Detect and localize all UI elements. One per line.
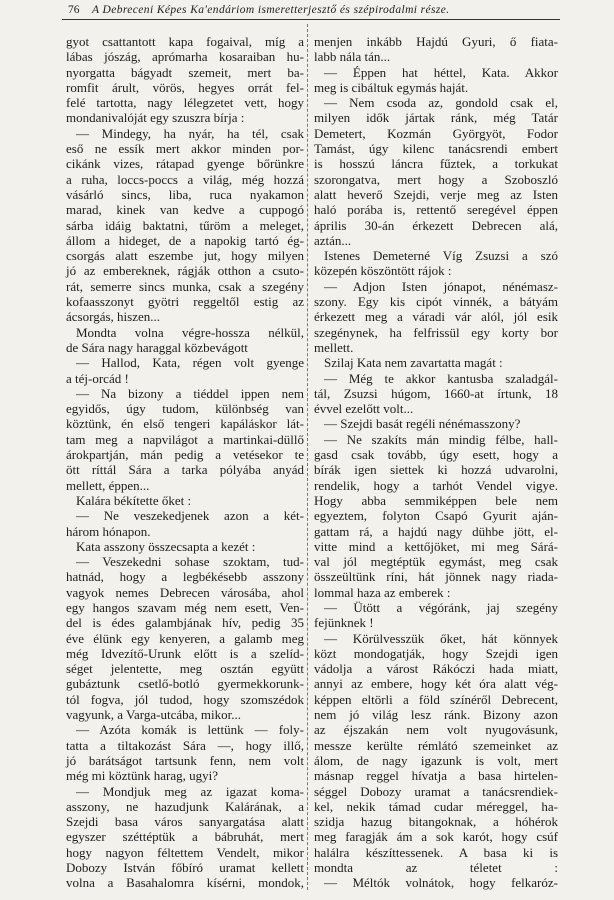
text-line: a téj-orcád !	[66, 370, 129, 386]
paragraph	[314, 248, 558, 279]
text-line: eső ne essík mert akkor minden por-	[66, 141, 304, 157]
text-line: — Mondjuk meg az igazat koma-	[76, 783, 304, 799]
text-line: szony. Egy kis cipót vinnék, a bátyám	[314, 294, 558, 310]
text-line: tól fogva, jól tudod, hogy szomszédok	[66, 691, 304, 707]
text-line: aztán...	[314, 232, 352, 248]
text-line: szegénynek, ha felfrissül egy korty bor	[314, 324, 558, 340]
page-number: 76	[68, 4, 80, 16]
text-line: felé tartotta, nagy lélegzetet vett, hogy	[66, 95, 304, 111]
paragraph	[66, 508, 304, 539]
text-line: még Idvezítő-Urunk előtt is a szelíd-	[66, 645, 304, 661]
paragraph	[314, 600, 558, 631]
text-line: Demetert, Kozmán Györgyöt, Fodor	[314, 125, 558, 141]
text-line: csorgás alatt eszembe jut, hogy milyen	[66, 248, 304, 264]
paragraph	[66, 386, 304, 493]
text-line: Istenes Demeterné Víg Zsuzsi a szó	[324, 248, 558, 264]
text-line: az éjszakán nem volt nyugovásunk,	[314, 722, 558, 738]
text-line: egyszer széttéptük a bábruhát, mert	[66, 829, 304, 845]
text-line: romfit árult, vörös, hegyes orrát fel-	[66, 79, 304, 95]
text-line: menjen inkább Hajdú Gyuri, ő fiata-	[314, 34, 558, 49]
text-line: messze kerülte rémlátó szemeinket az	[314, 737, 558, 753]
paragraph	[66, 325, 304, 356]
text-line: — Ne szakíts mán mindig félbe, hall-	[324, 431, 558, 447]
text-line: gubáztunk csetlő-botló gyermekkorunk-	[66, 676, 304, 692]
text-line: — Éppen hat héttel, Kata. Akkor	[324, 64, 558, 80]
text-line: val jól megtéptük egymást, meg csak	[314, 554, 558, 570]
text-line: jó barátságot tartsunk fenn, nem volt	[66, 752, 304, 768]
text-line: szorongatva, mert hogy a Szoboszló	[314, 171, 558, 187]
text-line: a ruha, loccs-poccs a világ, még hozzá	[66, 171, 304, 187]
text-line: mellett, éppen...	[66, 477, 150, 493]
text-line: Dobozy István főbíró uramat kellett	[66, 860, 304, 876]
paragraph	[66, 493, 304, 508]
text-line: fejünknek !	[314, 615, 374, 631]
text-line: érkezett meg a váradi vár alól, jól esik	[314, 309, 558, 325]
paragraph	[66, 34, 304, 126]
text-line: — Na bizony a tiéddel ippen nem	[76, 385, 304, 401]
text-line: vádolja a várost Rákóczi hada miatt,	[314, 661, 558, 677]
left-column	[66, 34, 304, 891]
text-line: három hónapon.	[66, 523, 151, 539]
paragraph	[66, 539, 304, 554]
paragraph	[66, 126, 304, 325]
text-line: egy hangos szavam még nem esett, Ven-	[66, 599, 304, 615]
text-line: — Adjon Isten jónapot, nénémasz-	[324, 278, 558, 294]
text-line: alatt heverő Szejdi, verje meg az Isten	[314, 186, 558, 202]
text-line: — Mindegy, ha nyár, ha tél, csak	[76, 125, 304, 141]
text-line: marad, kinek van kedve a cuppogó	[66, 202, 304, 218]
text-line: évvel ezelőtt volt...	[314, 401, 414, 417]
text-line: ött ríttál Sára a tarka pólyába anyád	[66, 462, 304, 478]
text-line: de Sára nagy haraggal közbevágott	[66, 339, 248, 355]
text-line: lábas jószág, aprómarha kosaraiban hu-	[66, 49, 304, 65]
running-title: A Debreceni Képes Ka'endáriom ismeretterjesztő és szépirodalmi része.	[92, 4, 450, 16]
text-line: rát, semerre sincs munka, csak a szegény	[66, 278, 304, 294]
text-line: Hogy abba semmiképpen bele nem	[314, 492, 558, 508]
text-line: — Nem csoda az, gondold csak el,	[324, 95, 558, 111]
text-line: gattam rá, a hajdú nagy dühbe jött, el-	[314, 523, 558, 539]
text-line: — Azóta komák is lettünk — foly-	[76, 722, 304, 738]
text-line: — Méltók volnátok, hogy felkaróz-	[324, 875, 558, 891]
running-header	[64, 3, 560, 19]
paragraph	[314, 416, 558, 431]
text-line: lommal haza az emberek :	[314, 584, 451, 600]
text-line: rendelik, hogy a tarhót Vendel vigye.	[314, 477, 558, 493]
text-line: tál, Zsuzsi húgom, 1660-at írtunk, 18	[314, 385, 558, 401]
text-line: nyorgatta bágyadt szemeit, mert ba-	[66, 64, 304, 80]
text-line: Kalára békítette őket :	[76, 492, 192, 508]
text-line: — Ne veszekedjenek azon a két-	[76, 508, 304, 524]
text-line: — Hallod, Kata, régen volt gyenge	[76, 355, 304, 371]
text-line: — Körülvesszük őket, hát könnyek	[324, 630, 558, 646]
text-line: éve élünk egy kenyeren, a galamb meg	[66, 630, 304, 646]
text-line: nem jó világ lesz ránk. Bizony azon	[314, 707, 558, 723]
text-line: Kata asszony összecsapta a kezét :	[76, 538, 256, 554]
text-line: árokpartján, mán pedig a vetésekor te	[66, 447, 304, 463]
right-column	[314, 34, 558, 891]
text-line: Tamást, úgy kilenc tanácsrendi embert	[314, 141, 558, 157]
text-line: — Szejdi basát regéli nénémasszony?	[324, 416, 521, 432]
text-line: — Ütött a végóránk, jaj szegény	[324, 599, 558, 615]
paragraph	[314, 34, 558, 65]
text-line: Szilaj Kata nem zavartatta magát :	[324, 355, 503, 371]
text-line: mondanivalóját egy szuszra bírja :	[66, 110, 245, 126]
paragraph	[314, 371, 558, 417]
text-line: kel, nekik támad cudar méreggel, ha-	[314, 798, 558, 814]
text-line: vásárló sincs, liba, ruca nyakamon	[66, 186, 304, 202]
text-line: volna a Basahalomra kísérni, mondok,	[66, 875, 304, 891]
text-line: vagyok nemes Debrecen városába, ahol	[66, 584, 304, 600]
text-line: asszony, ne hazudjunk Kalárának, a	[66, 798, 304, 814]
text-line: gyot csattantott kapa fogaival, míg a	[66, 34, 304, 49]
paragraph	[314, 279, 558, 355]
text-line: bírák igen siettek ki hozzá udvarolni,	[314, 462, 558, 478]
text-line: Szejdi basa város sanyargatása alatt	[66, 814, 304, 830]
text-line: annyi az embere, hogy két óra alatt vég-	[314, 676, 558, 692]
text-line: még mi köztünk harag, ugyi?	[66, 768, 218, 784]
text-line: kofaasszonyt gyötri reggeltől estig az	[66, 294, 304, 310]
text-line: labb nála tán...	[314, 49, 391, 65]
text-line: mellett.	[314, 339, 354, 355]
text-line: sárba idáig baktatni, tűröm a meleget,	[66, 217, 304, 233]
text-line: Mondta volna végre-hossza nélkül,	[76, 324, 304, 340]
text-line: milyen idők jártak ránk, még Tatár	[314, 110, 558, 126]
text-line: del is édes galambjának hív, pedig 35	[66, 615, 304, 631]
text-line: összeültünk ríni, hát jönnek nagy riada-	[314, 569, 558, 585]
paragraph	[66, 355, 304, 386]
text-line: hogy nagyon féltettem Vendelt, mikor	[66, 844, 304, 860]
paragraph	[314, 355, 558, 370]
header-rule	[62, 19, 560, 20]
text-line: jó az embereknek, rágják otthon a csuto-	[66, 263, 304, 279]
text-line: másnap reggel hívatja a basa hirtelen-	[314, 768, 558, 784]
text-line: cikánk vizes, rátapad gyenge bőrünkre	[66, 156, 304, 172]
text-line: mondta az téletet :	[314, 860, 558, 876]
text-line: szidja hazug bitangoknak, a hóhérok	[314, 814, 558, 830]
text-line: vitte mind a kettőjöket, mi meg Sárá-	[314, 538, 558, 554]
text-line: egyeztem, folyton Csapó Gyurit aján-	[314, 508, 558, 524]
text-line: álom, de nagy igazunk is volt, mert	[314, 752, 558, 768]
text-line: meg faragják ám a sok karót, hogy csúf	[314, 829, 558, 845]
text-line: egyidős, úgy tudom, különbség van	[66, 401, 304, 417]
text-line: tatta a tiltakozást Sára —, hogy illő,	[66, 737, 304, 753]
text-line: — Veszekedni sohase szoktam, tud-	[76, 554, 304, 570]
paragraph	[314, 631, 558, 876]
paragraph	[314, 65, 558, 96]
text-line: közepén köszöntött rájok :	[314, 263, 452, 279]
paragraph	[314, 875, 558, 890]
text-line: ácsorgás, hiszen...	[66, 309, 160, 325]
text-line: állom a hideget, de a napokig tartó ég-	[66, 232, 304, 248]
paragraph	[66, 722, 304, 783]
text-line: meg is cibáltuk egymás haját.	[314, 79, 469, 95]
text-line: április 30-án érkezett Debrecen alá,	[314, 217, 558, 233]
column-divider	[307, 24, 308, 890]
text-line: halálra készíttessenek. A basa ki is	[314, 844, 558, 860]
text-line: is hosszú láncra fűztek, a torkukat	[314, 156, 558, 172]
text-line: séggel Dobozy uramat a tanácsrendiek-	[314, 783, 558, 799]
paragraph	[66, 784, 304, 891]
paragraph	[314, 432, 558, 600]
text-line: képpen eltörli a föld színéről Debrecent,	[314, 691, 558, 707]
text-line: gasd csak tovább, úgy esett, hogy a	[314, 447, 558, 463]
text-line: séget jelentette, meg osztán együtt	[66, 661, 304, 677]
text-line: hatnád, hogy a legbékésebb asszony	[66, 569, 304, 585]
text-line: tam meg a napvilágot a martinkai-düllő	[66, 431, 304, 447]
text-line: vagyunk, a Varga-utcába, mikor...	[66, 707, 241, 723]
paragraph	[66, 554, 304, 722]
text-line: — Még te akkor kantusba szaladgál-	[324, 370, 558, 386]
paragraph	[314, 95, 558, 248]
text-line: köztünk, én első tengeri kapáláskor lát-	[66, 416, 304, 432]
text-line: haló porába is, rettentő seregével éppen	[314, 202, 558, 218]
text-line: közt mondogatják, hogy Szejdi igen	[314, 645, 558, 661]
